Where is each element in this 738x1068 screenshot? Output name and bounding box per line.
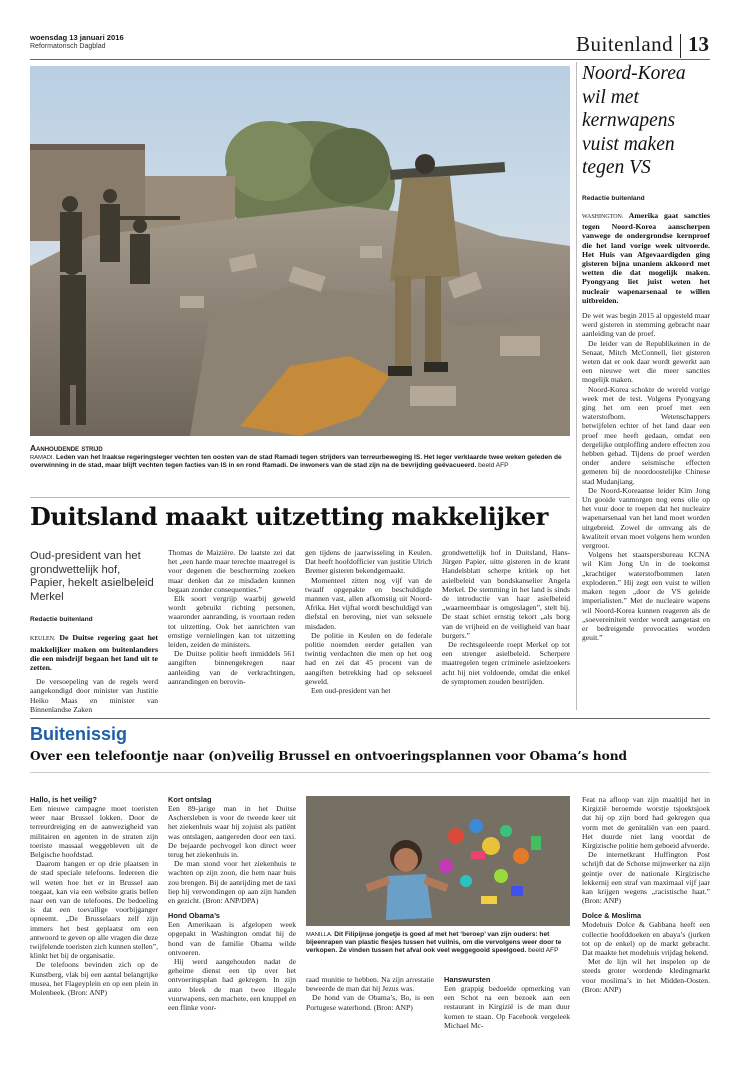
paragraph: gen tijdens de jaarwisseling in Keulen. Dat heeft hoofdofficier van justitie Ulrich Bremer gisteren bekendgemaakt. (305, 548, 432, 576)
paragraph: Een oud-president van het (311, 686, 391, 696)
header-date: woensdag 13 januari 2016 (30, 33, 124, 42)
duitsland-col1 (30, 550, 158, 714)
caption-body (30, 454, 570, 470)
paragraph: De Duitse politie heeft inmiddels 561 aangiften binnengekregen naar aanleiding van de verkrachtingen, aanrandingen en berovin- (168, 649, 295, 686)
paragraph: De wet was begin 2015 al opgesteld maar werd gisteren in stemming gebracht naar aanleiding van de proef. (582, 311, 710, 339)
paragraph: Modehuis Dolce & Gabbana heeft een collectie hoofddoeken en abaya’s (jurken tot op de enkel) op de markt gebracht. Dat maakte het modehuis vrijdag bekend. (582, 920, 710, 958)
paragraph: Daarom hangen er op drie plaatsen in de stad speciale telefoons. Iedereen die wil weten hoe het er in Brussel aan toegaat, kan via een website gratis bellen naar een van de telefoons. De bedoeling is dat een toevallige voorbijganger opneemt. „De Brusselaars zelf zijn immers het best geplaatst om een antwoord te geven op alle vragen die deze twijfelende toeristen zich kunnen stellen”, klinkt het bij de organisatie. (30, 859, 158, 961)
paragraph: Noord-Korea schokte de wereld vorige week met de test. Volgens Pyongyang ging het om een proef met een waterstofbom. Wetenschappers betwijfelen echter of het land daar een proef mee heeft gedaan, omdat een dergelijke ontploffing andere effecten zou hebben gehad. Tijdens de proef werden onder andere seismische effecten gemeten bij de noordoostelijke Chinese stad Mudanjiang. (582, 384, 710, 486)
header-paper: Reformatorisch Dagblad (30, 43, 106, 50)
duitsland-col4 (442, 548, 570, 686)
caption-credit: beeld AFP (478, 462, 509, 470)
photo-ramadi (30, 66, 570, 436)
duitsland-col2 (168, 548, 295, 686)
duitsland-byline: Redactie buitenland (30, 616, 93, 624)
paragraph: Elk soort vergrijp waarbij geweld wordt gebruikt richting personen, waaronder aanranding, is voortaan reden tot uitzetting. Ook het aanrichten van ernstige vernielingen kan tot uitzetting leiden, zeiden de ministers. (168, 594, 295, 650)
paragraph: Volgens het staatspersbureau KCNA wil Kim Jong Un in de toekomst „krachtiger waterstofbommen laten exploderen.” Hij zegt een vuist te willen maken tegen „door de VS geleide imperialisten.” Met de nucleaire wapens wil Noord-Korea kunnen reageren als de „soevereiniteit verder wordt aangetast en er bedreigende provocaties worden geuit.” (582, 550, 710, 643)
buitenissig-col4 (444, 975, 570, 1030)
korea-column-rule (576, 62, 577, 710)
duitsland-col3 (305, 548, 432, 695)
ramadi-scene-image (30, 66, 570, 436)
caption-text: Leden van het Iraakse regeringsleger vechten ten oosten van de stad Ramadi tegen strijders van terreurbeweging IS. Het leger verklaarde twee weken geleden de overwinning in de stad, maar blijft vechten tegen facties van IS in en rond Ramadi. De inwoners van de stad zijn na de bevrijding geëvacueerd. (30, 454, 562, 470)
caption-place: RAMADI. (30, 455, 55, 461)
item-title: Dolce & Moslima (582, 911, 642, 921)
caption-credit: beeld AFP (528, 947, 559, 955)
buitenissig-top-rule (30, 718, 710, 719)
header-rule (30, 59, 710, 60)
duitsland-top-rule (30, 497, 570, 498)
page-number: 13 (688, 32, 709, 56)
caption-place: MANILLA. (306, 932, 333, 938)
buitenissig-headline: Over een telefoontje naar (on)veilig Brussel en ontvoeringsplannen voor Obama’s hond (30, 749, 628, 763)
korea-dateline: WASHINGTON. (582, 213, 624, 220)
buitenissig-kicker: Buitenissig (30, 724, 128, 744)
photo-manilla-caption (306, 931, 570, 956)
korea-headline: Noord-Korea wil met kernwapens vuist maken tegen VS (582, 63, 686, 179)
section-title: Buitenland (576, 32, 674, 56)
caption-title: Aanhoudende strijd (30, 443, 103, 453)
korea-article (582, 62, 710, 642)
duitsland-subhead: Oud-president van het grondwettelijk hof, Papier, hekelt asielbeleid Merkel (30, 550, 154, 603)
korea-byline: Redactie buitenland (582, 194, 645, 202)
photo-ramadi-caption (30, 443, 570, 470)
buitenissig-col5 (582, 795, 710, 994)
paragraph: De rechtsgeleerde roept Merkel op tot een strenger asielbeleid. Scherpere maatregelen tegen criminele asielzoekers acht hij niet voldoende, omdat die enkel de symptomen zouden bestrijden. (442, 640, 570, 686)
paragraph: raad munitie te hebben. Na zijn arrestatie beweerde de man dat hij Jezus was. (306, 975, 434, 994)
manilla-child-image (306, 796, 570, 926)
paragraph: Een Amerikaan is afgelopen week opgepakt in Washington omdat hij de hond van de familie Obama wilde ontvoeren. (168, 920, 296, 957)
item-title: Hond Obama’s (168, 911, 220, 921)
paragraph: De internetkrant Huffington Post schrijft dat de Schotse mijnwerker na zijn geintje over de nationale Kirgizische lekkernij een straf van maximaal vijf jaar kan krijgen wegens „racistische haat.” (Bron: ANP) (582, 850, 710, 906)
paragraph: Hij werd aangehouden nadat de geheime dienst een tip over het ontvoeringsplan had gekregen. In zijn auto bleek de man twee illegale vuurwapens, een machete, een knuppel en een flinke voor- (168, 957, 296, 1013)
paragraph: Een 89-jarige man in het Duitse Aschersleben is voor de tweede keer uit het ziekenhuis waar hij zojuist als patiënt was ontslagen, aangereden door een taxi. De bejaarde pechvogel kon direct weer terug het ziekenhuis in. (168, 804, 296, 860)
paragraph: De versoepeling van de regels werd aangekondigd door minister van Justitie Heiko Maas en minister van Binnenlandse Zaken (30, 677, 158, 714)
header-divider (680, 34, 681, 58)
paragraph: grondwettelijk hof in Duitsland, Hans-Jürgen Papier, uitte gisteren in de krant Handelsblatt scherpe kritiek op het asielbeleid van bondskanselier Angela Merkel. De stemming in het land is sinds de introductie van haar asielbeleid „waarneembaar is omgeslagen”, stelt hij. De staat schiet ernstig tekort „als borg van de vrijheid en de veiligheid van haar burgers.” (442, 548, 570, 640)
photo-manilla (306, 796, 570, 926)
duitsland-col1-body (30, 677, 158, 714)
duitsland-headline: Duitsland maakt uitzetting makkelijker (30, 502, 548, 531)
duitsland-dateline: KEULEN. (30, 636, 56, 643)
paragraph: De politie in Keulen en de federale politie noemden eerder getallen van twintig verdachten die men op het oog had en zei dat 45 procent van de aangiften betrekking had op seksueel geweld. (305, 630, 432, 686)
item-title: Hallo, is het veilig? (30, 795, 97, 804)
paragraph: De telefoons bevinden zich op de Kunstberg, vlak bij een aantal belangrijke musea, het Flageyplein en op een plein in Molenbeek. (Bron: ANP) (30, 960, 158, 998)
buitenissig-col1 (30, 795, 158, 997)
paragraph: Thomas de Maizière. De laatste zei dat het „een harde maar terechte maatregel is voor degenen die bescherming zoeken maar denken dat ze misdaden kunnen begaan zonder consequenties.” (168, 548, 295, 594)
duitsland-lead (30, 633, 158, 672)
korea-lead-text: Amerika gaat sancties tegen Noord-Korea aanscherpen vanwege de ondergrondse kernproef die het land vorige week uitvoerde. Het Huis van Afgevaardigden ging gisteren bijna unaniem akkoord met wetten die dat mogelijk maken. Pyongyang liet juist weten het nucleair wapenarsenaal te willen uitbreiden. (582, 210, 710, 305)
paragraph: Feat na afloop van zijn maaltijd het in Kirgizië beroemde worstje tsjoektsjoek dat hij op zijn bord had gekregen qua vorm met de genitaliën van een paard. Het duurde niet lang voordat de Kirgizische politie hem geboeid afvoerde. (582, 795, 710, 851)
paragraph: De man stond voor het ziekenhuis te wachten op zijn zoon, die hem naar huis zou brengen. Bij de aanrijding met de taxi liep hij verwondingen op aan zijn handen en gezicht. (Bron: ANP/DPA) (168, 859, 296, 906)
korea-lead (582, 211, 710, 305)
paragraph: Een nieuwe campagne moet toeristen weer naar Brussel lokken. Door de terreurdreiging en de aanwezigheid van militairen en agenten in de straten zijn toeriste massaal weggebleven uit de Belgische hoofdstad. (30, 804, 158, 860)
item-title: Hanswursten (444, 975, 491, 984)
paragraph: De leider van de Republikeinen in de Senaat, Mitch McConnell, liet gisteren weten dat er ook daar wordt gewerkt aan een nieuwe wet die meer sancties mogelijk maken. (582, 338, 710, 385)
korea-body (582, 311, 710, 642)
caption-text: Dit Filipijnse jongetje is goed af met het ‘beroep’ van zijn ouders: het bijeenrapen van plastic flesjes tussen het vuilnis, om die vervolgens weer door te verkopen. Ze vinden tussen het afval ook veel weggegooid speelgoed. (306, 931, 562, 955)
item-title: Kort ontslag (168, 795, 212, 804)
buitenissig-sub-rule (30, 772, 710, 773)
paragraph: Een grappig bedoelde opmerking van een Schot na een bezoek aan een restaurant in Kirgizië is de man duur komen te staan. Op Facebook vergeleek Michael Mc- (444, 984, 570, 1030)
paragraph: Momenteel zitten nog vijf van de twaalf opgepakte en beschuldigde mannen vast, allen afkomstig uit Noord-Afrika. Het vijftal wordt beschuldigd van diefstal en beroving, niet van seksuele misdaden. (305, 575, 432, 631)
paragraph: De hond van de Obama’s, Bo, is een Portugese waterhond. (Bron: ANP) (306, 993, 434, 1012)
buitenissig-col3 (306, 975, 434, 1012)
duitsland-lead-text: De Duitse regering gaat het makkelijker maken om buitenlanders die een misdrijf begaan het land uit te zetten. (30, 633, 158, 672)
buitenissig-col2 (168, 795, 296, 1012)
paragraph: Met de lijn wil het inspelen op de steeds groter wordende kledingmarkt voor moslima’s in het Midden-Oosten. (Bron: ANP) (582, 957, 710, 994)
paragraph: De Noord-Koreaanse leider Kim Jong Un gooide vanmorgen nog eens olie op het vuur door te roepen dat het nucleaire wapenarsenaal van het land moet worden uitgebreid. Zowel de omvang als de kwaliteit ervan moet volgens hem worden vergroot. (582, 485, 710, 551)
